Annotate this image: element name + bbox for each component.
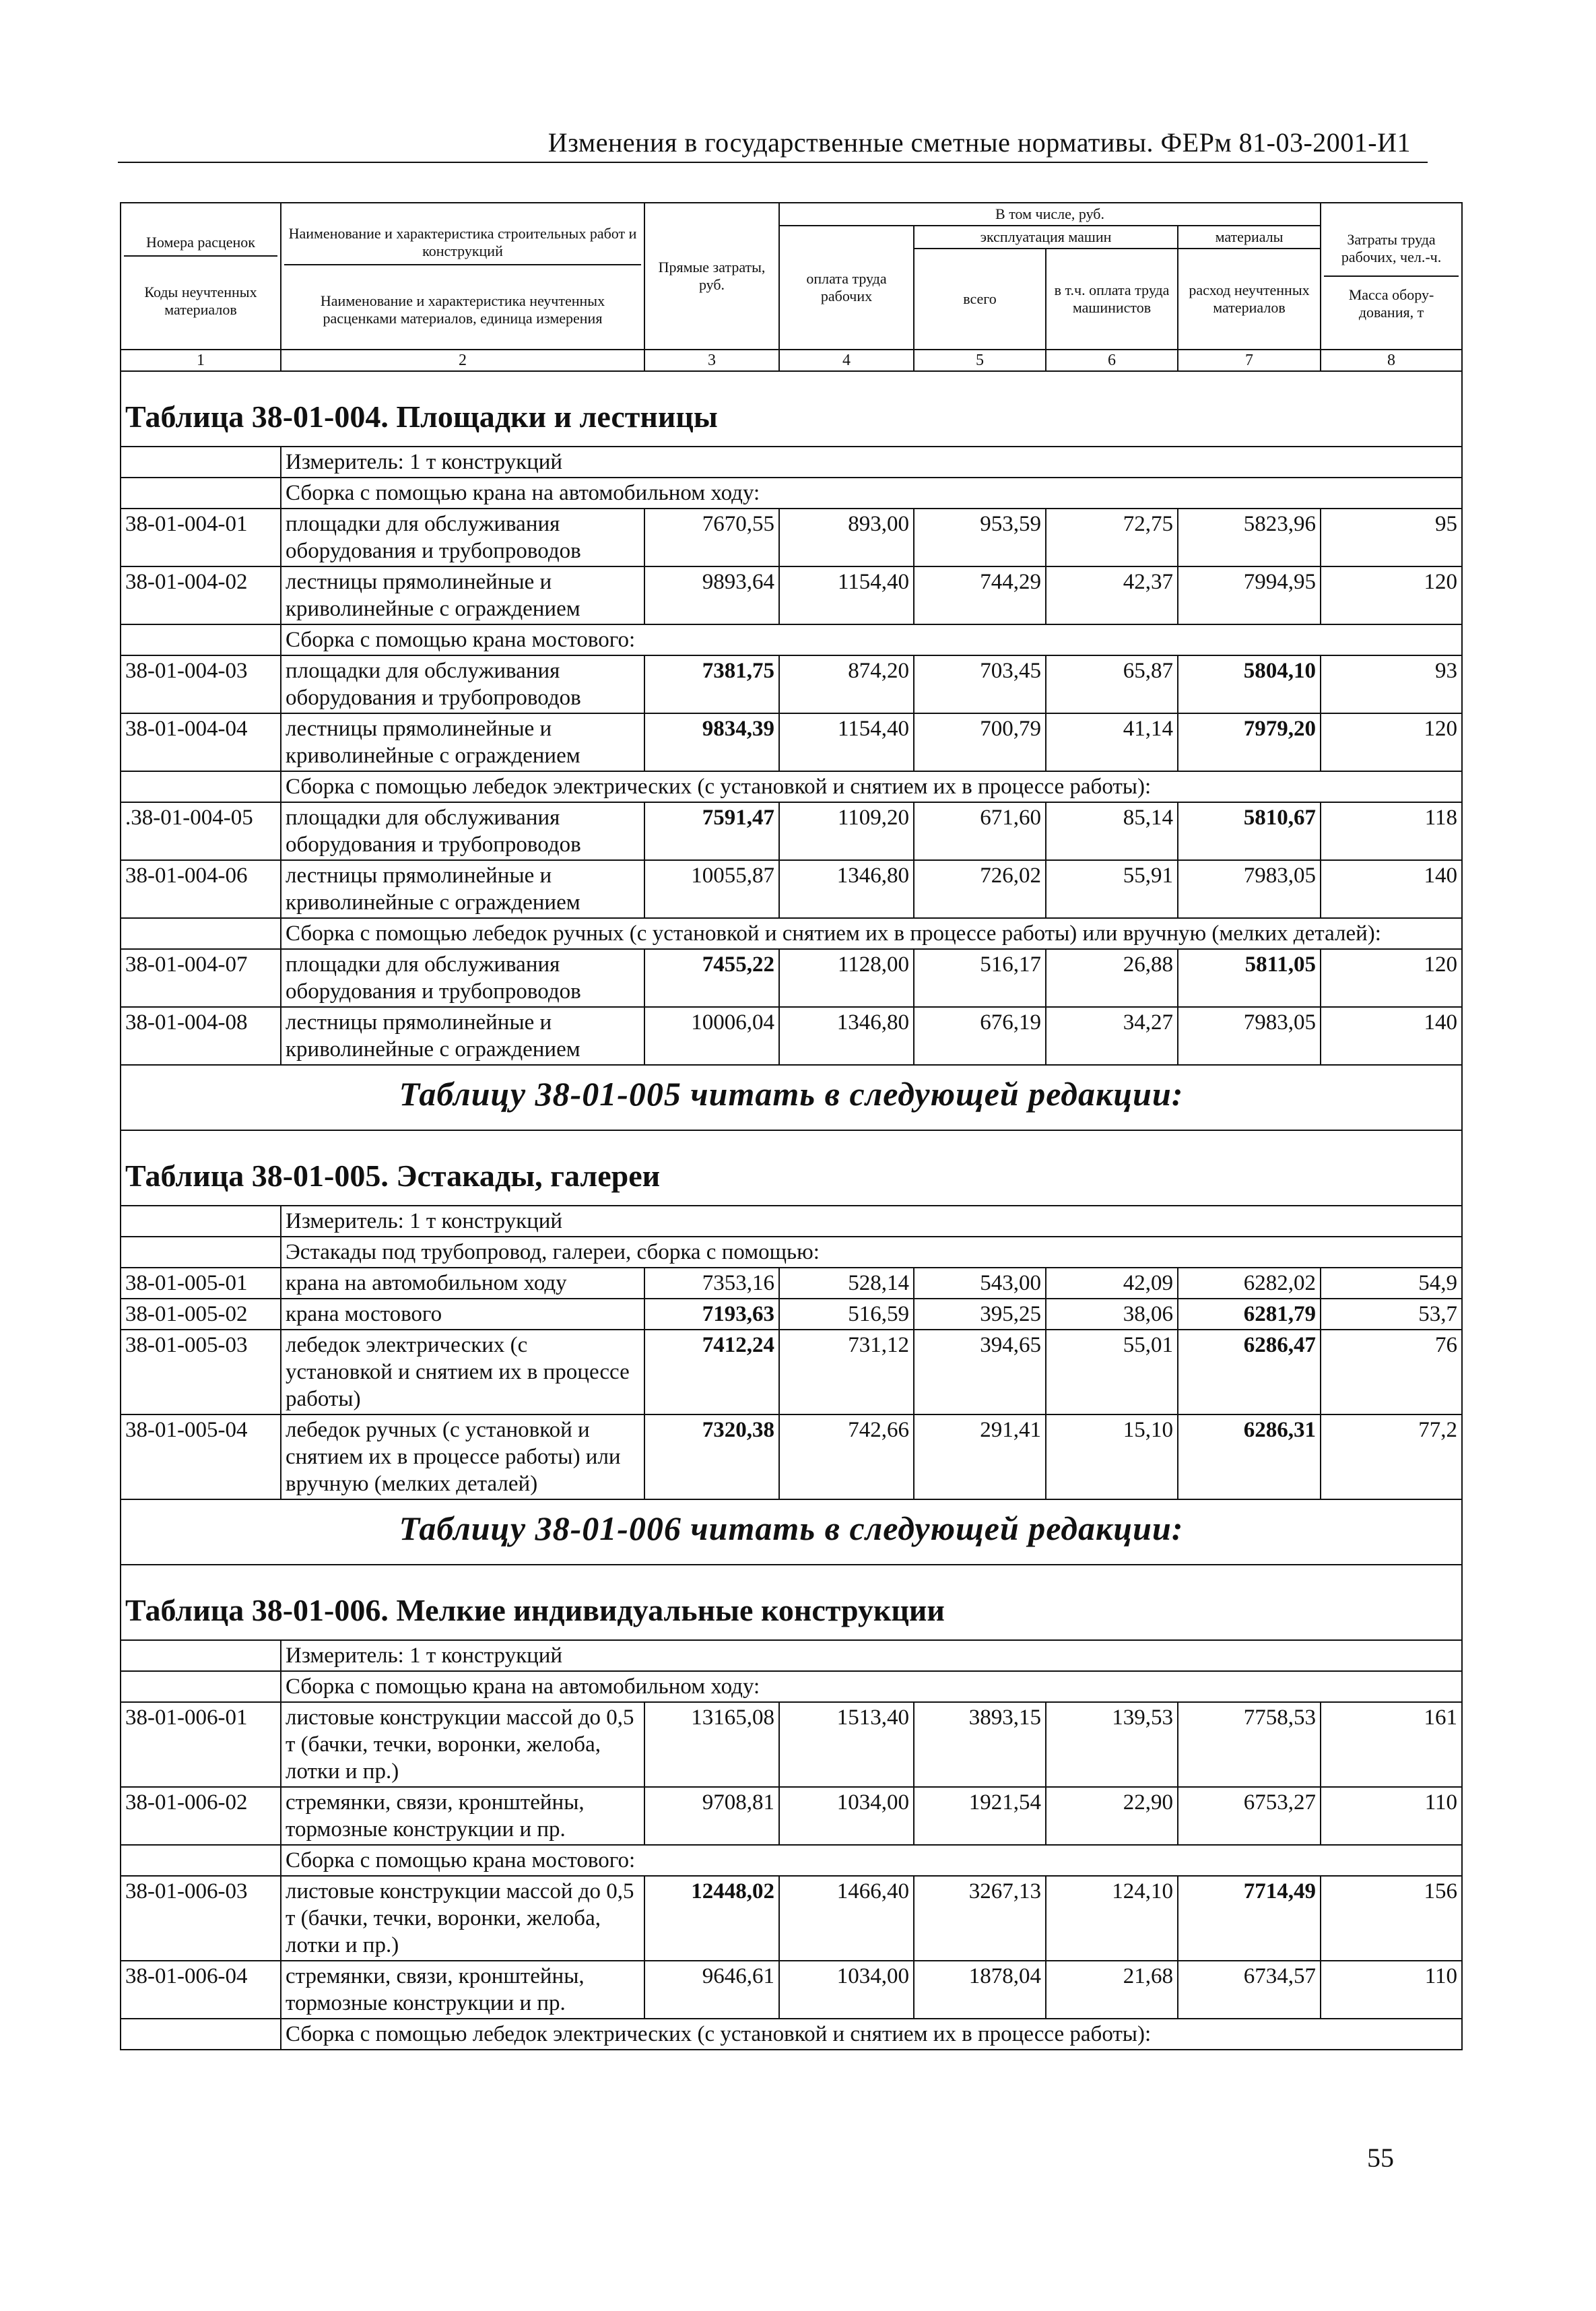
labor-hours: 53,7	[1321, 1299, 1462, 1330]
labor-hours: 120	[1321, 713, 1462, 771]
unit-label: Измеритель: 1 т конструкций	[281, 1206, 1462, 1237]
group-label: Сборка с помощью крана мостового:	[281, 1845, 1462, 1876]
materials-cost: 7979,20	[1178, 713, 1321, 771]
direct-cost: 13165,08	[644, 1702, 779, 1787]
group-spacer	[121, 2019, 281, 2050]
group-spacer	[121, 1237, 281, 1268]
machinists-pay: 34,27	[1046, 1007, 1178, 1065]
table-row	[121, 1787, 1462, 1845]
rate-code: .38-01-004-05	[121, 802, 281, 860]
machinists-pay: 42,37	[1046, 566, 1178, 624]
direct-cost: 7193,63	[644, 1299, 779, 1330]
labor-hours: 110	[1321, 1787, 1462, 1845]
group-row	[121, 2019, 1462, 2050]
table-row	[121, 949, 1462, 1007]
work-name: площадки для обслуживания оборудования и трубопроводов	[281, 949, 644, 1007]
labor-hours: 93	[1321, 655, 1462, 713]
col-number: 8	[1321, 350, 1462, 371]
col-number: 3	[644, 350, 779, 371]
work-name: листовые конструкции массой до 0,5 т (бачки, течки, воронки, желоба, лотки и пр.)	[281, 1702, 644, 1787]
table-row	[121, 1299, 1462, 1330]
col-labor-cost-top: Затраты труда рабочих, чел.-ч.	[1324, 231, 1459, 277]
work-name: лестницы прямолинейные и криволинейные с ограждением	[281, 713, 644, 771]
unit-spacer	[121, 1640, 281, 1671]
work-name: стремянки, связи, кронштейны, тормозные конструкции и пр.	[281, 1961, 644, 2019]
page-header: Изменения в государственные сметные нормативы. ФЕРм 81-03-2001-И1	[547, 127, 1411, 158]
work-name: стремянки, связи, кронштейны, тормозные конструкции и пр.	[281, 1787, 644, 1845]
table-title-cell	[121, 371, 1462, 447]
group-label: Сборка с помощью лебедок электрических (с установкой и снятием их в процессе работы):	[281, 2019, 1462, 2050]
labor-pay: 1034,00	[779, 1787, 914, 1845]
machines-total: 291,41	[914, 1414, 1046, 1499]
table-row	[121, 509, 1462, 566]
direct-cost: 7412,24	[644, 1330, 779, 1414]
labor-pay: 1034,00	[779, 1961, 914, 2019]
col-materials-unaccounted-header: расход неучтенных материалов	[1178, 249, 1321, 350]
group-label: Сборка с помощью лебедок электрических (с установкой и снятием их в процессе работы):	[281, 771, 1462, 802]
table-row	[121, 1330, 1462, 1414]
machines-total: 1921,54	[914, 1787, 1046, 1845]
machines-total: 516,17	[914, 949, 1046, 1007]
rate-code: 38-01-005-01	[121, 1268, 281, 1299]
labor-pay: 1513,40	[779, 1702, 914, 1787]
unit-label: Измеритель: 1 т конструкций	[281, 1640, 1462, 1671]
table-title-row	[121, 1565, 1462, 1640]
materials-cost: 6281,79	[1178, 1299, 1321, 1330]
col-codes-top: Номера расценок	[124, 234, 277, 257]
machinists-pay: 41,14	[1046, 713, 1178, 771]
materials-cost: 6286,47	[1178, 1330, 1321, 1414]
labor-hours: 54,9	[1321, 1268, 1462, 1299]
norms-table	[120, 202, 1463, 2050]
group-spacer	[121, 918, 281, 949]
work-name: площадки для обслуживания оборудования и трубопроводов	[281, 802, 644, 860]
table-title: Таблица 38-01-004. Площадки и лестницы	[125, 399, 718, 434]
direct-cost: 10055,87	[644, 860, 779, 918]
machines-total: 671,60	[914, 802, 1046, 860]
labor-hours: 77,2	[1321, 1414, 1462, 1499]
redaction-note-row	[121, 1499, 1462, 1565]
table-title: Таблица 38-01-005. Эстакады, галереи	[125, 1159, 661, 1193]
group-row	[121, 1237, 1462, 1268]
rate-code: 38-01-005-04	[121, 1414, 281, 1499]
machines-total: 395,25	[914, 1299, 1046, 1330]
labor-pay: 742,66	[779, 1414, 914, 1499]
unit-spacer	[121, 447, 281, 478]
col-name-top: Наименование и характеристика строительных работ и конструкций	[284, 225, 641, 265]
machines-total: 676,19	[914, 1007, 1046, 1065]
materials-cost: 7983,05	[1178, 860, 1321, 918]
work-name: крана мостового	[281, 1299, 644, 1330]
unit-row	[121, 1206, 1462, 1237]
col-number: 5	[914, 350, 1046, 371]
col-codes-bottom: Коды неучтенных материалов	[144, 284, 257, 318]
rate-code: 38-01-004-07	[121, 949, 281, 1007]
machines-total: 394,65	[914, 1330, 1046, 1414]
group-spacer	[121, 624, 281, 655]
materials-cost: 5804,10	[1178, 655, 1321, 713]
direct-cost: 7353,16	[644, 1268, 779, 1299]
table-title-cell	[121, 1130, 1462, 1206]
header-row-1	[121, 203, 1462, 226]
labor-hours: 156	[1321, 1876, 1462, 1961]
materials-cost: 6286,31	[1178, 1414, 1321, 1499]
machinists-pay: 65,87	[1046, 655, 1178, 713]
machines-total: 953,59	[914, 509, 1046, 566]
table-title-cell	[121, 1565, 1462, 1640]
labor-pay: 516,59	[779, 1299, 914, 1330]
labor-hours: 76	[1321, 1330, 1462, 1414]
rate-code: 38-01-004-02	[121, 566, 281, 624]
labor-pay: 1109,20	[779, 802, 914, 860]
labor-pay: 731,12	[779, 1330, 914, 1414]
labor-hours: 95	[1321, 509, 1462, 566]
unit-spacer	[121, 1206, 281, 1237]
materials-cost: 7714,49	[1178, 1876, 1321, 1961]
redaction-note: Таблицу 38-01-005 читать в следующей редакции:	[399, 1075, 1184, 1113]
machines-total: 3267,13	[914, 1876, 1046, 1961]
table-row	[121, 566, 1462, 624]
table-title: Таблица 38-01-006. Мелкие индивидуальные конструкции	[125, 1593, 945, 1627]
table-row	[121, 860, 1462, 918]
col-codes-header	[121, 203, 281, 350]
labor-pay: 528,14	[779, 1268, 914, 1299]
group-spacer	[121, 771, 281, 802]
labor-hours: 161	[1321, 1702, 1462, 1787]
table-row	[121, 1007, 1462, 1065]
labor-pay: 1466,40	[779, 1876, 914, 1961]
col-machines-total-header: всего	[914, 249, 1046, 350]
table-row	[121, 713, 1462, 771]
rate-code: 38-01-004-03	[121, 655, 281, 713]
rate-code: 38-01-006-02	[121, 1787, 281, 1845]
materials-cost: 5823,96	[1178, 509, 1321, 566]
col-machines-header: эксплуатация машин	[914, 226, 1178, 249]
col-number: 7	[1178, 350, 1321, 371]
labor-pay: 1346,80	[779, 1007, 914, 1065]
materials-cost: 5811,05	[1178, 949, 1321, 1007]
rate-code: 38-01-004-08	[121, 1007, 281, 1065]
table-row	[121, 655, 1462, 713]
group-label: Сборка с помощью лебедок ручных (с установкой и снятием их в процессе работы) или вручную (мелких деталей):	[281, 918, 1462, 949]
machines-total: 700,79	[914, 713, 1046, 771]
work-name: лебедок электрических (с установкой и снятием их в процессе работы)	[281, 1330, 644, 1414]
direct-cost: 9893,64	[644, 566, 779, 624]
rate-code: 38-01-005-02	[121, 1299, 281, 1330]
group-label: Сборка с помощью крана на автомобильном ходу:	[281, 1671, 1462, 1702]
materials-cost: 6753,27	[1178, 1787, 1321, 1845]
machines-total: 703,45	[914, 655, 1046, 713]
group-label: Эстакады под трубопровод, галереи, сборка с помощью:	[281, 1237, 1462, 1268]
col-number: 4	[779, 350, 914, 371]
work-name: лестницы прямолинейные и криволинейные с ограждением	[281, 566, 644, 624]
direct-cost: 7320,38	[644, 1414, 779, 1499]
machinists-pay: 42,09	[1046, 1268, 1178, 1299]
rate-code: 38-01-006-03	[121, 1876, 281, 1961]
machinists-pay: 15,10	[1046, 1414, 1178, 1499]
col-including-header: В том числе, руб.	[779, 203, 1321, 226]
labor-pay: 1154,40	[779, 566, 914, 624]
direct-cost: 7455,22	[644, 949, 779, 1007]
col-number: 2	[281, 350, 644, 371]
table-row	[121, 1961, 1462, 2019]
machinists-pay: 55,01	[1046, 1330, 1178, 1414]
group-label: Сборка с помощью крана мостового:	[281, 624, 1462, 655]
group-row	[121, 624, 1462, 655]
direct-cost: 7670,55	[644, 509, 779, 566]
group-row	[121, 771, 1462, 802]
direct-cost: 9834,39	[644, 713, 779, 771]
machinists-pay: 26,88	[1046, 949, 1178, 1007]
direct-cost: 7381,75	[644, 655, 779, 713]
materials-cost: 7758,53	[1178, 1702, 1321, 1787]
col-labor-header: оплата труда рабочих	[779, 226, 914, 350]
labor-hours: 140	[1321, 860, 1462, 918]
rate-code: 38-01-004-01	[121, 509, 281, 566]
work-name: площадки для обслуживания оборудования и трубопроводов	[281, 655, 644, 713]
direct-cost: 9646,61	[644, 1961, 779, 2019]
labor-pay: 893,00	[779, 509, 914, 566]
col-number: 6	[1046, 350, 1178, 371]
work-name: площадки для обслуживания оборудования и трубопроводов	[281, 509, 644, 566]
col-materials-header: материалы	[1178, 226, 1321, 249]
table-title-row	[121, 1130, 1462, 1206]
machinists-pay: 124,10	[1046, 1876, 1178, 1961]
direct-cost: 9708,81	[644, 1787, 779, 1845]
machines-total: 543,00	[914, 1268, 1046, 1299]
labor-hours: 110	[1321, 1961, 1462, 2019]
work-name: крана на автомобильном ходу	[281, 1268, 644, 1299]
rate-code: 38-01-005-03	[121, 1330, 281, 1414]
redaction-note-cell	[121, 1499, 1462, 1565]
materials-cost: 6282,02	[1178, 1268, 1321, 1299]
labor-hours: 120	[1321, 566, 1462, 624]
materials-cost: 7983,05	[1178, 1007, 1321, 1065]
unit-row	[121, 1640, 1462, 1671]
header-rule	[118, 162, 1428, 163]
materials-cost: 6734,57	[1178, 1961, 1321, 2019]
group-row	[121, 1845, 1462, 1876]
direct-cost: 7591,47	[644, 802, 779, 860]
table-title-row	[121, 371, 1462, 447]
machinists-pay: 21,68	[1046, 1961, 1178, 2019]
machines-total: 1878,04	[914, 1961, 1046, 2019]
machines-total: 726,02	[914, 860, 1046, 918]
work-name: лебедок ручных (с установкой и снятием их в процессе работы) или вручную (мелких деталей)	[281, 1414, 644, 1499]
machines-total: 3893,15	[914, 1702, 1046, 1787]
col-name-header	[281, 203, 644, 350]
unit-row	[121, 447, 1462, 478]
machines-total: 744,29	[914, 566, 1046, 624]
labor-pay: 1346,80	[779, 860, 914, 918]
machinists-pay: 22,90	[1046, 1787, 1178, 1845]
machinists-pay: 139,53	[1046, 1702, 1178, 1787]
direct-cost: 10006,04	[644, 1007, 779, 1065]
col-machinists-header: в т.ч. оплата труда машинистов	[1046, 249, 1178, 350]
rate-code: 38-01-004-04	[121, 713, 281, 771]
machinists-pay: 72,75	[1046, 509, 1178, 566]
group-row	[121, 1671, 1462, 1702]
rate-code: 38-01-006-04	[121, 1961, 281, 2019]
group-label: Сборка с помощью крана на автомобильном ходу:	[281, 478, 1462, 509]
labor-hours: 120	[1321, 949, 1462, 1007]
materials-cost: 5810,67	[1178, 802, 1321, 860]
group-spacer	[121, 478, 281, 509]
table-row	[121, 1268, 1462, 1299]
table-row	[121, 1876, 1462, 1961]
redaction-note: Таблицу 38-01-006 читать в следующей редакции:	[399, 1509, 1184, 1547]
labor-pay: 1154,40	[779, 713, 914, 771]
redaction-note-row	[121, 1065, 1462, 1130]
col-labor-cost-header	[1321, 203, 1462, 350]
labor-hours: 118	[1321, 802, 1462, 860]
unit-label: Измеритель: 1 т конструкций	[281, 447, 1462, 478]
page-number: 55	[1367, 2143, 1394, 2173]
machinists-pay: 55,91	[1046, 860, 1178, 918]
group-spacer	[121, 1671, 281, 1702]
col-direct-header: Прямые затраты, руб.	[644, 203, 779, 350]
col-name-bottom: Наименование и характеристика неучтенных расценками материалов, единица измерения	[320, 292, 605, 327]
machinists-pay: 38,06	[1046, 1299, 1178, 1330]
table-row	[121, 1414, 1462, 1499]
labor-pay: 874,20	[779, 655, 914, 713]
machinists-pay: 85,14	[1046, 802, 1178, 860]
materials-cost: 7994,95	[1178, 566, 1321, 624]
col-number: 1	[121, 350, 281, 371]
labor-hours: 140	[1321, 1007, 1462, 1065]
rate-code: 38-01-004-06	[121, 860, 281, 918]
labor-pay: 1128,00	[779, 949, 914, 1007]
work-name: лестницы прямолинейные и криволинейные с ограждением	[281, 1007, 644, 1065]
table-row	[121, 802, 1462, 860]
redaction-note-cell	[121, 1065, 1462, 1130]
work-name: лестницы прямолинейные и криволинейные с ограждением	[281, 860, 644, 918]
rate-code: 38-01-006-01	[121, 1702, 281, 1787]
group-row	[121, 478, 1462, 509]
group-spacer	[121, 1845, 281, 1876]
group-row	[121, 918, 1462, 949]
direct-cost: 12448,02	[644, 1876, 779, 1961]
column-number-row	[121, 350, 1462, 371]
work-name: листовые конструкции массой до 0,5 т (бачки, течки, воронки, желоба, лотки и пр.)	[281, 1876, 644, 1961]
table-row	[121, 1702, 1462, 1787]
col-mass-bottom: Масса обору-дования, т	[1348, 286, 1434, 321]
